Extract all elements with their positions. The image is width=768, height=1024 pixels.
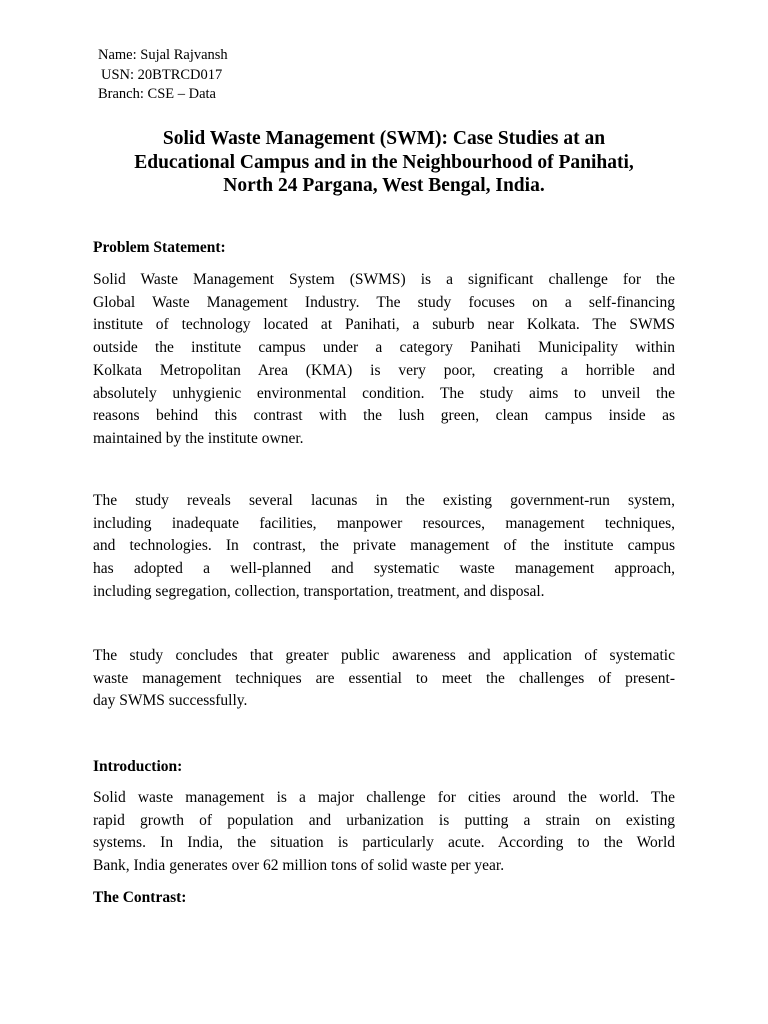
text-line: The study reveals several lacunas in the existing government-run system, [93, 492, 675, 509]
title-line: Educational Campus and in the Neighbourhood of Panihati, [134, 151, 634, 173]
contrast-heading: The Contrast: [93, 889, 187, 906]
problem-paragraph-3 [93, 645, 675, 713]
text-line: including inadequate facilities, manpower resources, management techniques, [93, 514, 675, 532]
introduction-paragraph [93, 787, 675, 878]
text-line: day SWMS successfully. [93, 692, 248, 710]
text-line: Solid Waste Management System (SWMS) is a significant challenge for the [93, 271, 675, 288]
text-line: The study concludes that greater public awareness and application of systematic [93, 647, 675, 664]
introduction-heading: Introduction: [93, 758, 183, 775]
title-line: Solid Waste Management (SWM): Case Studies at an [162, 128, 606, 149]
problem-paragraph-1 [93, 269, 675, 451]
problem-paragraph-2 [93, 490, 675, 604]
text-line: maintained by the institute owner. [93, 429, 304, 447]
text-line: institute of technology located at Panihati, a suburb near Kolkata. The SWMS [93, 316, 675, 334]
text-line: and technologies. In contrast, the private management of the institute campus [93, 537, 675, 555]
text-line: outside the institute campus under a category Panihati Municipality within [93, 339, 675, 357]
text-line: waste management techniques are essential to meet the challenges of present- [93, 669, 675, 687]
problem-statement-heading: Problem Statement: [93, 239, 226, 256]
text-line: Kolkata Metropolitan Area (KMA) is very poor, creating a horrible and [93, 361, 675, 379]
text-line: Solid waste management is a major challenge for cities around the world. The [93, 789, 675, 806]
text-line: including segregation, collection, transportation, treatment, and disposal. [93, 582, 545, 600]
title-line: North 24 Pargana, West Bengal, India. [223, 175, 545, 196]
student-usn: USN: 20BTRCD017 [101, 66, 223, 83]
text-line: systems. In India, the situation is particularly acute. According to the World [93, 834, 675, 852]
text-line: rapid growth of population and urbanization is putting a strain on existing [93, 811, 675, 829]
document-title [90, 127, 678, 198]
text-line: has adopted a well-planned and systematic waste management approach, [93, 560, 675, 578]
text-line: reasons behind this contrast with the lush green, clean campus inside as [93, 407, 675, 425]
student-info [98, 46, 398, 102]
text-line: Bank, India generates over 62 million tons of solid waste per year. [93, 857, 505, 875]
text-line: absolutely unhygienic environmental condition. The study aims to unveil the [93, 384, 675, 402]
student-name: Name: Sujal Rajvansh [98, 47, 228, 63]
text-line: Global Waste Management Industry. The study focuses on a self-financing [93, 293, 675, 311]
student-branch: Branch: CSE – Data [98, 86, 216, 102]
